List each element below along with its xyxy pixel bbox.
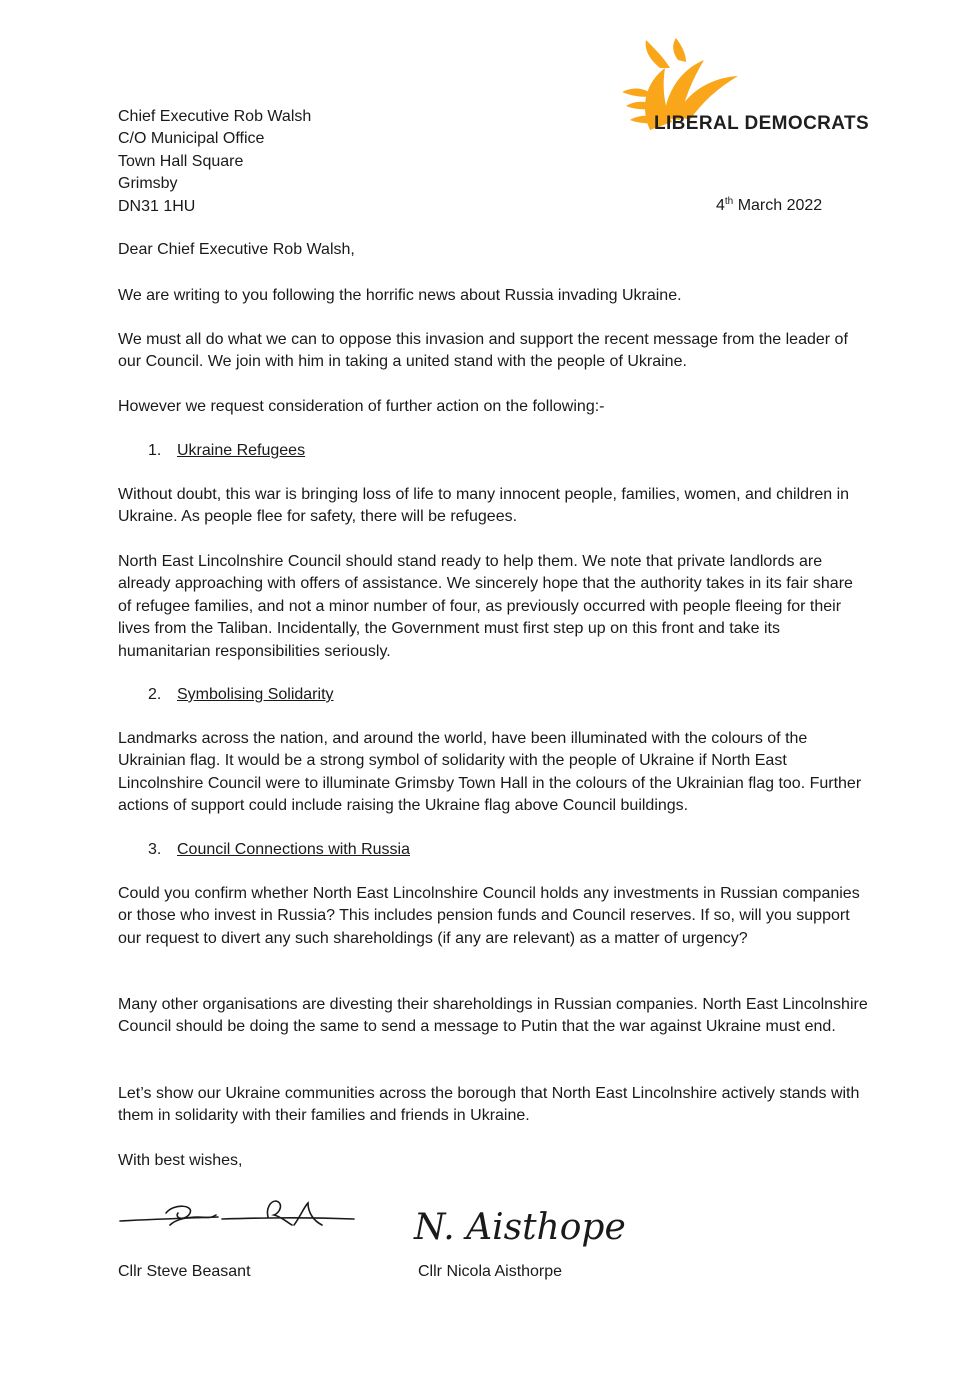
- address-line: Chief Executive Rob Walsh: [118, 108, 312, 125]
- address-line: Grimsby: [118, 175, 178, 193]
- date-month-year: March 2022: [733, 197, 823, 214]
- signoff: With best wishes,: [118, 1152, 243, 1169]
- salutation: Dear Chief Executive Rob Walsh,: [118, 241, 355, 258]
- signature-nicola-aisthorpe: [410, 1195, 626, 1255]
- paragraph-closing: Let’s show our Ukraine communities across the borough that North East Lincolnshire actively stands with them in solidarity with their families and friends in Ukraine.: [118, 1085, 860, 1125]
- section-title: Council Connections with Russia: [177, 841, 410, 858]
- paragraph-oppose: We must all do what we can to oppose this invasion and support the recent message from the leader of our Council. We join with him in taking a united stand with the people of Ukraine.: [118, 331, 848, 371]
- date-suffix: th: [724, 196, 734, 207]
- signature-steve-beasant: [118, 1195, 358, 1235]
- signatory-name: Cllr Nicola Aisthorpe: [418, 1263, 563, 1280]
- paragraph-solidarity: Landmarks across the nation, and around the world, have been illuminated with the colours of the Ukrainian flag. It would be a strong symbol of solidarity with the people of Ukraine if North East Lincolnshire Council were to illuminate Grimsby Town Hall in the colours of the Ukrainian flag too. Further actions of support could include raising the Ukraine flag above Council buildings.: [118, 730, 862, 815]
- liberal-democrats-logo: [620, 38, 870, 134]
- paragraph-refugees-2: North East Lincolnshire Council should stand ready to help them. We note that private landlords are already approaching with offers of assistance. We sincerely hope that the authority takes in its fair share of refugee families, and not a minor number of four, as previously occurred with people fleeing for their lives from the Taliban. Incidentally, the Government must first step up on this front and take its humanitarian responsibilities seriously.: [118, 553, 853, 660]
- section-title: Symbolising Solidarity: [177, 686, 334, 703]
- section-heading-solidarity: [148, 684, 334, 706]
- address-line: DN31 1HU: [118, 197, 196, 215]
- address-line: Town Hall Square: [118, 152, 244, 170]
- signature-text: N. Aisthope: [414, 1207, 626, 1248]
- paragraph-russia-1: Could you confirm whether North East Lincolnshire Council holds any investments in Russian companies or those who invest in Russia? This includes pension funds and Council reserves. If so, will you support our request to divert any such shareholdings (if any are relevant) as a matter of urgency?: [118, 885, 860, 947]
- section-number: 1.: [148, 442, 162, 459]
- paragraph-request: However we request consideration of further action on the following:-: [118, 398, 605, 415]
- address-line: C/O Municipal Office: [118, 130, 265, 148]
- section-title: Ukraine Refugees: [177, 442, 306, 459]
- logo-wordmark: LIBERAL DEMOCRATS: [654, 113, 870, 134]
- signatory-name: Cllr Steve Beasant: [118, 1263, 251, 1280]
- paragraph-refugees-1: Without doubt, this war is bringing loss of life to many innocent people, families, women, and children in Ukraine. As people flee for safety, there will be refugees.: [118, 486, 850, 526]
- section-heading-refugees: [148, 440, 305, 462]
- paragraph-russia-2: Many other organisations are divesting their shareholdings in Russian companies. North East Lincolnshire Council should be doing the same to send a message to Putin that the war against Ukraine must end.: [118, 996, 868, 1036]
- section-number: 3.: [148, 841, 162, 858]
- date-day: 4: [716, 197, 725, 214]
- letter-date: [716, 195, 822, 217]
- section-heading-russia: [148, 839, 410, 861]
- paragraph-intro: We are writing to you following the horrific news about Russia invading Ukraine.: [118, 287, 682, 304]
- section-number: 2.: [148, 686, 162, 703]
- recipient-address: [118, 106, 311, 218]
